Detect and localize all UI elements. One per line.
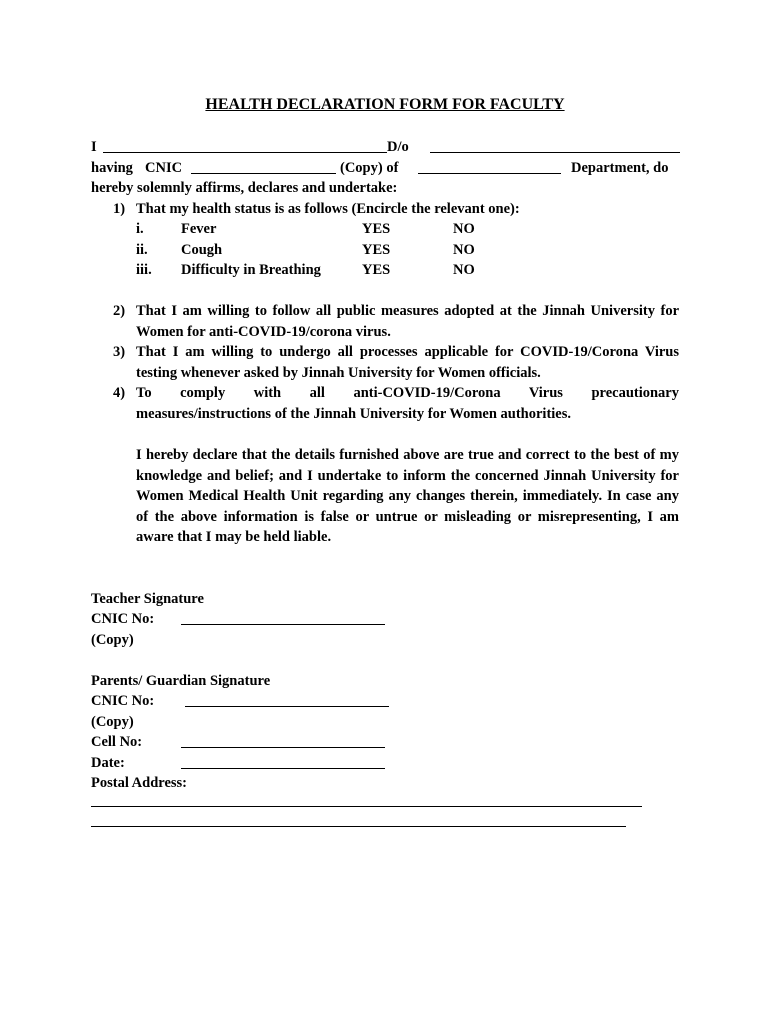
postal-address-line-2[interactable] <box>91 811 626 831</box>
yes-option[interactable]: YES <box>362 242 391 258</box>
no-option[interactable]: NO <box>453 262 475 278</box>
guardian-copy-label: (Copy) <box>91 714 134 730</box>
date-label: Date: <box>91 755 125 771</box>
guardian-signature-label: Parents/ Guardian Signature <box>91 673 271 689</box>
cell-number-field[interactable] <box>181 732 385 752</box>
affirm-text: hereby solemnly affirms, declares and undertake: <box>91 180 398 196</box>
yes-option[interactable]: YES <box>362 262 391 278</box>
item-2-line-1: That I am willing to follow all public measures adopted at the Jinnah University for <box>136 303 679 319</box>
teacher-signature-label: Teacher Signature <box>91 591 204 607</box>
cell-number-label: Cell No: <box>91 734 143 750</box>
item-3-line-1: That I am willing to undergo all processes applicable for COVID-19/Corona Virus <box>136 344 679 360</box>
item-4-number: 4) <box>113 385 126 401</box>
having-label: having <box>91 160 133 176</box>
father-name-field[interactable] <box>430 137 680 157</box>
name-field[interactable] <box>103 137 387 157</box>
teacher-copy-label: (Copy) <box>91 632 134 648</box>
guardian-cnic-field[interactable] <box>185 691 389 711</box>
symptom-label: Fever <box>181 221 217 237</box>
symptom-label: Difficulty in Breathing <box>181 262 321 278</box>
page-title: HEALTH DECLARATION FORM FOR FACULTY <box>205 96 565 113</box>
intro-i-label: I <box>91 139 97 155</box>
no-option[interactable]: NO <box>453 221 475 237</box>
cnic-label: CNIC <box>145 160 183 176</box>
cnic-field[interactable] <box>191 158 336 178</box>
department-do-label: Department, do <box>571 160 669 176</box>
declaration-paragraph: I hereby declare that the details furnished above are true and correct to the best of my knowledge and belief; and I undertake to inform the concerned Jinnah University for Women Medical Health Unit regarding any changes therein, immediately. In case any of the above information is false or untrue or misleading or misrepresenting, I am aware that I may be held liable. <box>136 447 679 546</box>
date-field[interactable] <box>181 753 385 773</box>
yes-option[interactable]: YES <box>362 221 391 237</box>
item-2-line-2: Women for anti-COVID-19/corona virus. <box>136 324 391 340</box>
roman-numeral: ii. <box>136 242 148 258</box>
roman-numeral: i. <box>136 221 144 237</box>
teacher-cnic-field[interactable] <box>181 609 385 629</box>
no-option[interactable]: NO <box>453 242 475 258</box>
item-4-line-2: measures/instructions of the Jinnah University for Women authorities. <box>136 406 572 422</box>
guardian-cnic-label: CNIC No: <box>91 693 155 709</box>
item-3-number: 3) <box>113 344 126 360</box>
item-1-text: That my health status is as follows (Encircle the relevant one): <box>136 201 520 217</box>
symptom-label: Cough <box>181 242 223 258</box>
teacher-cnic-label: CNIC No: <box>91 611 155 627</box>
item-4-line-1: To comply with all anti-COVID-19/Corona Virus precautionary <box>136 385 679 401</box>
item-2-number: 2) <box>113 303 126 319</box>
postal-address-label: Postal Address: <box>91 775 188 791</box>
do-label: D/o <box>387 139 409 155</box>
item-1-number: 1) <box>113 201 126 217</box>
department-field[interactable] <box>418 158 561 178</box>
postal-address-line-1[interactable] <box>91 791 642 811</box>
item-3-line-2: testing whenever asked by Jinnah University for Women officials. <box>136 365 541 381</box>
roman-numeral: iii. <box>136 262 152 278</box>
copy-of-label: (Copy) of <box>340 160 399 176</box>
